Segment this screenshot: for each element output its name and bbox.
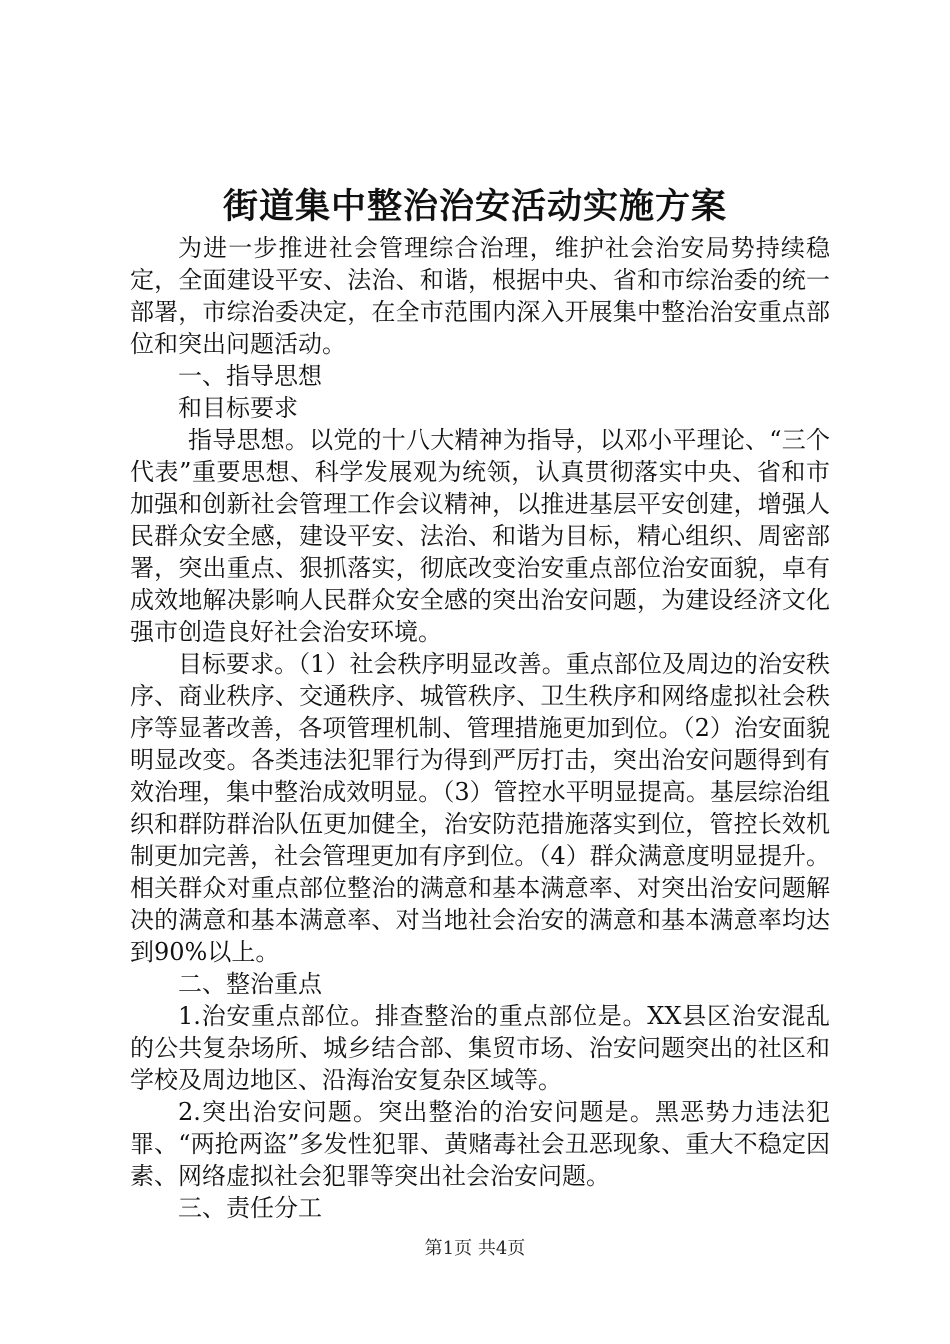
section-heading-goals: 和目标要求 <box>178 394 298 422</box>
section-heading-responsibilities: 三、责任分工 <box>178 1194 322 1222</box>
section-heading-focus: 二、整治重点 <box>178 970 322 998</box>
focus-item-2: 2.突出治安问题。突出整治的治安问题是。黑恶势力违法犯罪、“两抢两盗”多发性犯罪、黄赌毒社会丑恶现象、重大不稳定因素、网络虚拟社会犯罪等突出社会治安问题。 <box>130 1098 830 1190</box>
guiding-thought-paragraph: 指导思想。以党的十八大精神为指导，以邓小平理论、“三个代表”重要思想、科学发展观为统领，认真贯彻落实中央、省和市加强和创新社会管理工作会议精神，以推进基层平安创建，增强人民群众安全感，建设平安、法治、和谐为目标，精心组织、周密部署，突出重点、狠抓落实，彻底改变治安重点部位治安面貌，卓有成效地解决影响人民群众安全感的突出治安问题，为建设经济文化强市创造良好社会治安环境。 <box>130 426 830 646</box>
page-number-footer: 第1页 共4页 <box>424 1238 526 1259</box>
section-heading-guiding-thought: 一、指导思想 <box>178 362 322 390</box>
document-title: 街道集中整治治安活动实施方案 <box>222 186 727 227</box>
focus-item-1: 1.治安重点部位。排查整治的重点部位是。XX县区治安混乱的公共复杂场所、城乡结合部、集贸市场、治安问题突出的社区和学校及周边地区、沿海治安复杂区域等。 <box>130 1002 830 1094</box>
goals-paragraph: 目标要求。（1）社会秩序明显改善。重点部位及周边的治安秩序、商业秩序、交通秩序、城管秩序、卫生秩序和网络虚拟社会秩序等显著改善，各项管理机制、管理措施更加到位。（2）治安面貌明显改变。各类违法犯罪行为得到严厉打击，突出治安问题得到有效治理，集中整治成效明显。（3）管控水平明显提高。基层综治组织和群防群治队伍更加健全，治安防范措施落实到位，管控长效机制更加完善，社会管理更加有序到位。（4）群众满意度明显提升。相关群众对重点部位整治的满意和基本满意率、对突出治安问题解决的满意和基本满意率、对当地社会治安的满意和基本满意率均达到90%以上。 <box>130 650 830 966</box>
intro-paragraph: 为进一步推进社会管理综合治理，维护社会治安局势持续稳定，全面建设平安、法治、和谐，根据中央、省和市综治委的统一部署，市综治委决定，在全市范围内深入开展集中整治治安重点部位和突出问题活动。 <box>130 234 830 358</box>
document-body <box>130 232 830 1224</box>
